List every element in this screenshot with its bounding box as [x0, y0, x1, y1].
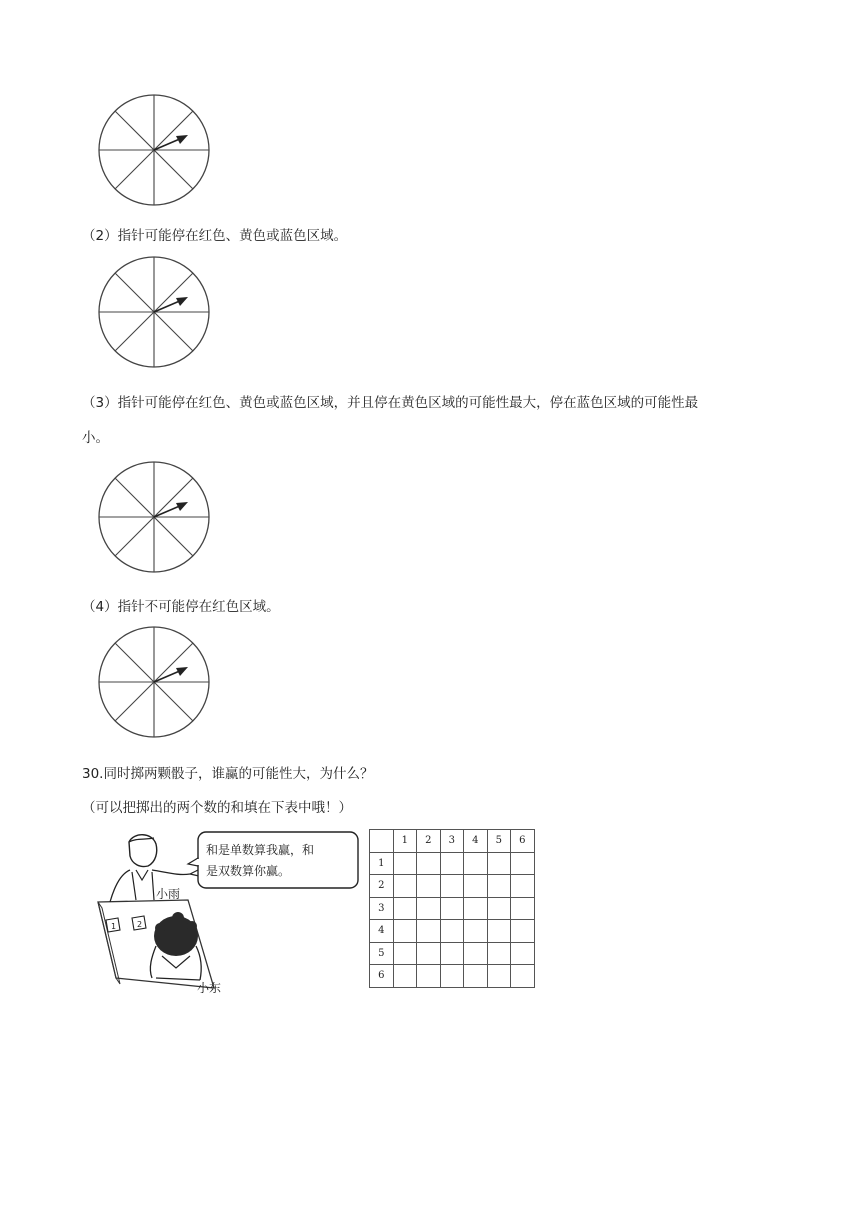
table-row [370, 920, 535, 943]
answer-cell[interactable] [440, 942, 464, 965]
answer-cell[interactable] [417, 965, 441, 988]
answer-cell[interactable] [464, 920, 488, 943]
answer-cell[interactable] [440, 875, 464, 898]
answer-cell[interactable] [511, 920, 535, 943]
answer-cell[interactable] [417, 852, 441, 875]
answer-cell[interactable] [417, 920, 441, 943]
row-header-4: 4 [370, 920, 394, 943]
answer-cell[interactable] [464, 965, 488, 988]
question-item-3-line1: （3）指针可能停在红色、黄色或蓝色区域，并且停在黄色区域的可能性最大，停在蓝色区域的可能性最 [82, 395, 699, 411]
answer-cell[interactable] [393, 920, 417, 943]
question-item-4: （4）指针不可能停在红色区域。 [82, 599, 280, 615]
answer-cell[interactable] [393, 965, 417, 988]
speech-line-1: 和是单数算我赢，和 [206, 843, 315, 857]
answer-cell[interactable] [393, 897, 417, 920]
answer-cell[interactable] [464, 875, 488, 898]
answer-cell[interactable] [393, 942, 417, 965]
speech-bubble [188, 832, 358, 888]
row-header-5: 5 [370, 942, 394, 965]
answer-cell[interactable] [393, 852, 417, 875]
answer-cell[interactable] [487, 965, 511, 988]
table-header-row [370, 830, 535, 853]
spinner-3 [96, 459, 212, 575]
spinner-2 [96, 254, 212, 370]
col-header-6: 6 [511, 830, 535, 853]
speech-line-2: 是双数算你赢。 [206, 864, 291, 878]
answer-cell[interactable] [417, 875, 441, 898]
xiaodong-figure [150, 912, 201, 980]
table-row [370, 852, 535, 875]
answer-cell[interactable] [440, 897, 464, 920]
spinner-1 [96, 92, 212, 208]
answer-cell[interactable] [464, 897, 488, 920]
sum-table [369, 829, 535, 988]
answer-cell[interactable] [511, 897, 535, 920]
answer-cell[interactable] [393, 875, 417, 898]
answer-cell[interactable] [511, 965, 535, 988]
answer-cell[interactable] [440, 965, 464, 988]
svg-text:2: 2 [137, 920, 143, 929]
question-30-title: 30.同时掷两颗骰子，谁赢的可能性大，为什么？ [82, 766, 374, 782]
answer-cell[interactable] [487, 875, 511, 898]
answer-cell[interactable] [511, 852, 535, 875]
answer-cell[interactable] [464, 852, 488, 875]
answer-cell[interactable] [511, 942, 535, 965]
dice-game-illustration [96, 828, 362, 1000]
question-30-hint: （可以把掷出的两个数的和填在下表中哦！） [82, 800, 352, 816]
table-row [370, 942, 535, 965]
row-header-6: 6 [370, 965, 394, 988]
col-header-1: 1 [393, 830, 417, 853]
answer-cell[interactable] [487, 942, 511, 965]
col-header-4: 4 [464, 830, 488, 853]
xiaoyu-figure [110, 835, 199, 902]
dice-2 [132, 916, 146, 930]
answer-cell[interactable] [487, 897, 511, 920]
table-row [370, 875, 535, 898]
answer-cell[interactable] [440, 920, 464, 943]
answer-cell[interactable] [417, 897, 441, 920]
table-row [370, 897, 535, 920]
answer-cell[interactable] [487, 852, 511, 875]
table-corner-cell [370, 830, 394, 853]
svg-text:1: 1 [111, 922, 117, 931]
answer-cell[interactable] [417, 942, 441, 965]
spinner-4 [96, 624, 212, 740]
col-header-5: 5 [487, 830, 511, 853]
question-item-2: （2）指针可能停在红色、黄色或蓝色区域。 [82, 228, 348, 244]
table-row [370, 965, 535, 988]
answer-cell[interactable] [511, 875, 535, 898]
col-header-3: 3 [440, 830, 464, 853]
row-header-1: 1 [370, 852, 394, 875]
row-header-2: 2 [370, 875, 394, 898]
col-header-2: 2 [417, 830, 441, 853]
label-xiaoyu: 小雨 [156, 887, 181, 901]
answer-cell[interactable] [440, 852, 464, 875]
label-xiaodong: 小东 [197, 981, 222, 995]
dice-1 [106, 918, 120, 932]
answer-cell[interactable] [464, 942, 488, 965]
row-header-3: 3 [370, 897, 394, 920]
answer-cell[interactable] [487, 920, 511, 943]
question-item-3-line2: 小。 [82, 430, 109, 446]
